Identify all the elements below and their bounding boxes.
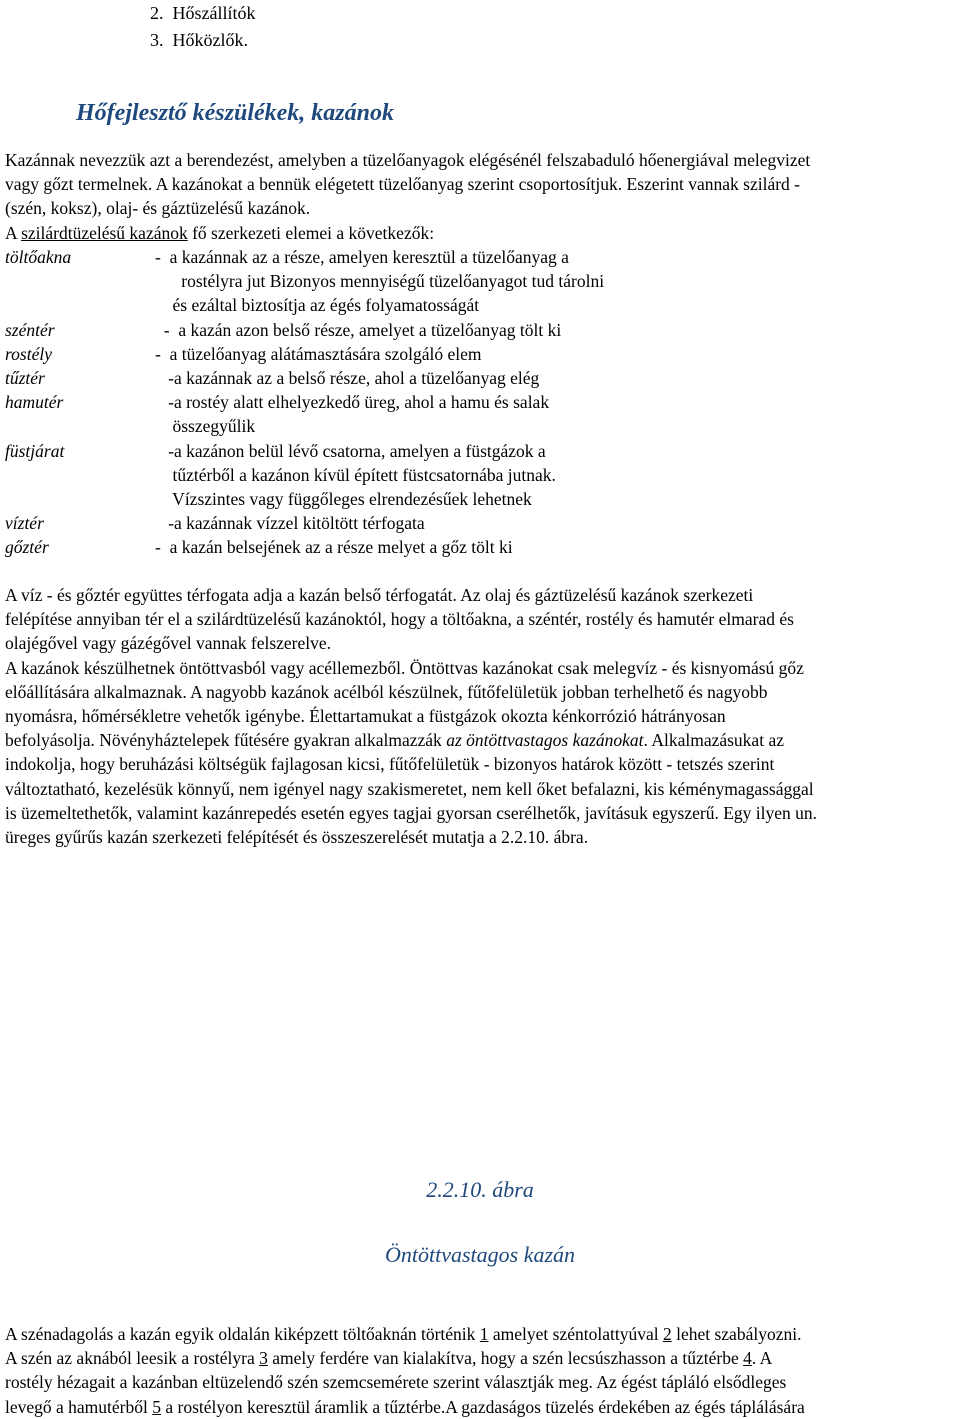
definition-text: -a kazánnak vízzel kitöltött térfogata [155,513,425,534]
definition-term: gőztér [5,537,49,558]
definition-row [5,390,955,414]
definition-term: széntér [5,319,55,340]
definition-term-spacer [5,269,155,293]
definition-row [5,342,955,366]
definition-text: rostélyra jut Bizonyos mennyiségű tüzelőanyagot tud tárolni [155,271,605,292]
definition-row [5,293,955,317]
definition-row [5,366,955,390]
definition-row [5,511,955,535]
definition-term: hamutér [5,392,64,413]
definition-row [5,487,955,511]
figure-number: 2.2.10. ábra [426,1177,534,1202]
definition-text: - a kazán belsejének az a része melyet a gőz tölt ki [155,537,513,558]
description-paragraph: A szénadagolás a kazán egyik oldalán kiképzett töltőaknán történik 1 amelyet széntolattyúval 2 lehet szabályozni. A szén az aknából leesik a rostélyra 3 amely ferdére van kialakítva, hogy a szén lecsúszhasson a tűztérbe 4. A rostély hézagait a kazánban eltüzelendő szén szemcsemérete szerint választják meg. Az égést tápláló elsődleges levegő a hamutérből 5 a rostélyon keresztül áramlik a tűztérbe.A gazdaságos tüzelés érdekében az égés táplálására [5,1324,805,1417]
definition-text: -a kazánnak az a belső része, ahol a tüzelőanyag elég [155,368,540,389]
definition-list [5,245,955,560]
definition-text: -a kazánon belül lévő csatorna, amelyen a füstgázok a [155,440,546,461]
definition-text: - a tüzelőanyag alátámasztására szolgáló elem [155,343,482,364]
list-item: 3. Hőközlők. [150,30,248,50]
definition-term: rostély [5,343,52,364]
definition-text: összegyűlik [155,416,256,437]
body-paragraph: A víz - és gőztér együttes térfogata adja a kazán belső térfogatát. Az olaj és gáztüzelésű kazánok szerkezeti felépítése annyiban tér el a szilárdtüzelésű kazánoktól, hogy a töltőakna, a széntér, rostély és hamutér elmarad és olajégővel vagy gázégővel vannak felszerelve. A kazánok készülhetnek öntöttvasból vagy acéllemezből. Öntöttvas kazánokat csak melegvíz - és kisnyomású gőz előállítására alkalmaznak. A nagyobb kazánok acélból készülnek, fűtőfelületük jobban terhelhető és nagyobb nyomásra, hőmérsékletre vehetők igénybe. Élettartamukat a füstgázok okozta kénkorrózió hátrányosan befolyásolja. Növényháztelepek fűtésére gyakran alkalmazzák az öntöttvastagos kazánokat. Alkalmazásukat az indokolja, hogy beruházási költségük fajlagosan kicsi, fűtőfelületük - bizonyos határok között - tetszés szerint változtatható, kezelésük könnyű, nem igényel nagy szakismeretet, nem kell őket befalazni, kis kéménymagassággal is üzemeltethetők, valamint kazánrepedés esetén egyes tagjai gyorsan cserélhetők, javításuk egyszerű. Egy ilyen un. üreges gyűrűs kazán szerkezeti felépítését és összeszerelését mutatja a 2.2.10. ábra. [5,585,817,848]
definition-row [5,318,955,342]
list-item: 2. Hőszállítók [150,3,256,23]
definition-term-spacer [5,414,155,438]
definition-row [5,439,955,463]
intro-paragraph: Kazánnak nevezzük azt a berendezést, amelyben a tüzelőanyagok elégésénél felszabaduló hőenergiával melegvizet vagy gőzt termelnek. A kazánokat a bennük elégetett tüzelőanyag szerint csoportosítjuk. Eszerint vannak szilárd - (szén, koksz), olaj- és gáztüzelésű kazánok. A szilárdtüzelésű kazánok fő szerkezeti elemei a következők: [5,150,811,243]
definition-row [5,269,955,293]
definition-row [5,245,955,269]
definition-row [5,463,955,487]
definition-row [5,414,955,438]
definition-text: - a kazán azon belső része, amelyet a tüzelőanyag tölt ki [155,319,562,340]
definition-text: -a rostéy alatt elhelyezkedő üreg, ahol a hamu és salak [155,392,550,413]
definition-term-spacer [5,487,155,511]
definition-term: tűztér [5,368,45,389]
definition-term: töltőakna [5,247,72,267]
definition-text: és ezáltal biztosítja az égés folyamatosságát [155,295,480,316]
numbered-list [150,0,256,54]
italic-term: az öntöttvastagos kazánokat [446,730,644,751]
definition-text: - a kazánnak az a része, amelyen keresztül a tüzelőanyag a [155,247,569,267]
section-heading: Hőfejlesztő készülékek, kazánok [76,100,394,126]
definition-text: tűztérből a kazánon kívül épített füstcsatornába jutnak. [155,464,556,485]
definition-term-spacer [5,293,155,317]
definition-term: víztér [5,513,44,534]
definition-row [5,535,955,559]
underlined-term: szilárdtüzelésű kazánok [21,222,188,243]
definition-text: Vízszintes vagy függőleges elrendezésűek lehetnek [155,489,532,510]
figure-title: Öntöttvastagos kazán [384,1242,576,1267]
definition-term-spacer [5,463,155,487]
definition-term: füstjárat [5,440,65,461]
